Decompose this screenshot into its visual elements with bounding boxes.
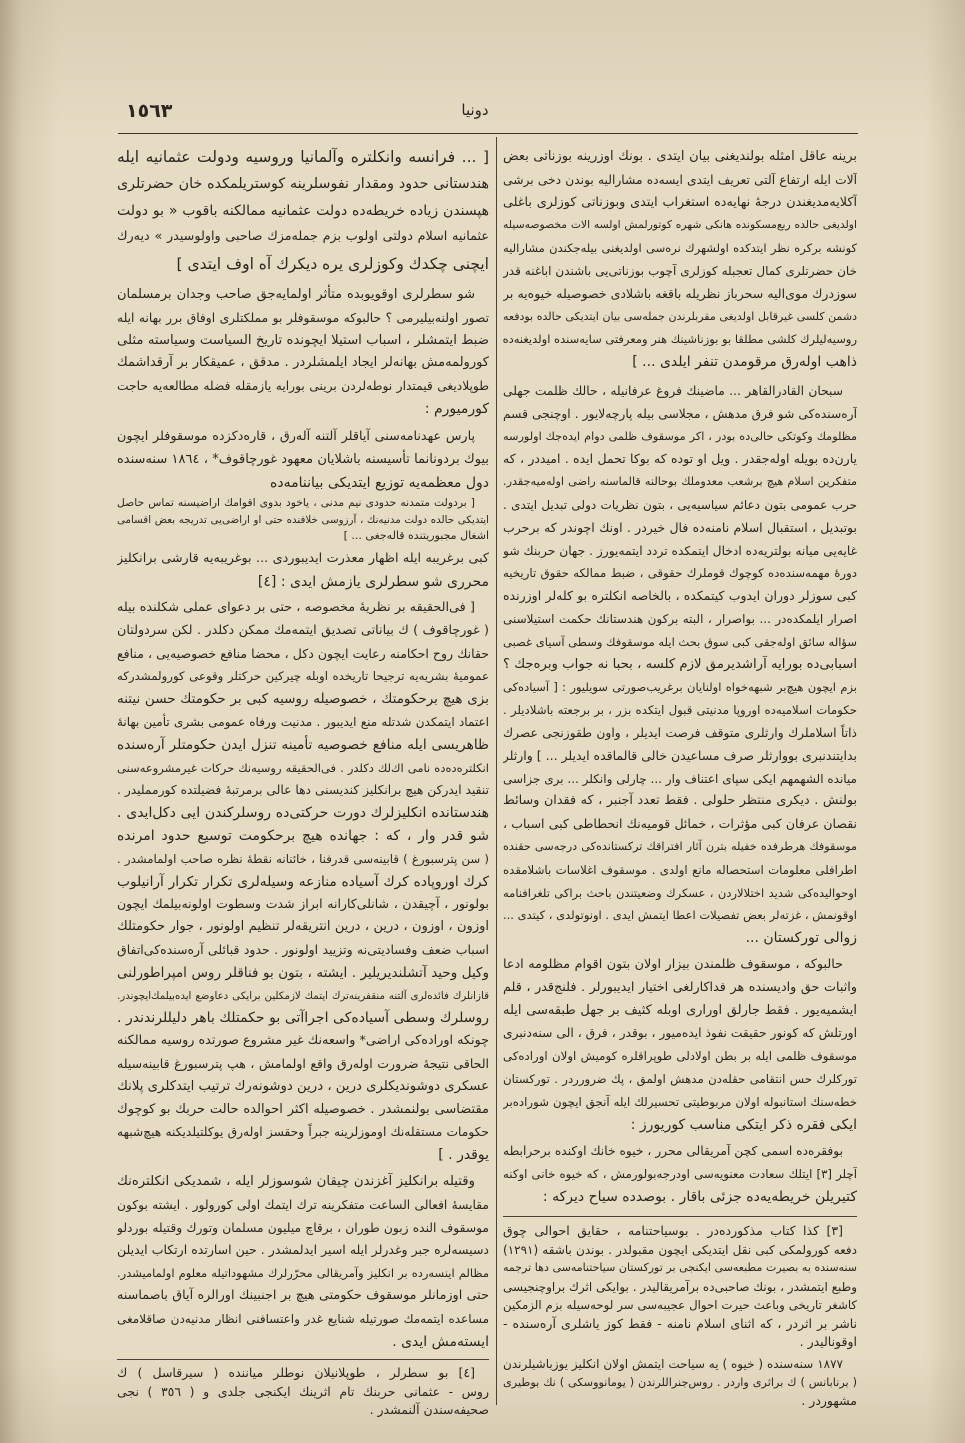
text-line: عثمانیه اسلام دولتی اولوب بزم جمله‌مزك صاحبی واولوسیدر » دیه‌رك: [117, 229, 489, 245]
text-line: اسباب ضعف وفسادیتی‌نه وتزیید اولونور . حدود قبائلی آره‌سنده‌کی‌اتفاق: [117, 941, 489, 957]
text-line: روسلرك وسطی آسیاده‌کی اجراآتی بو حکمتلك باهر دلیللرندندر .: [117, 1010, 489, 1027]
right-column-paragraph-4: [503, 1140, 857, 1208]
text-line: هپسندن زیاده خریطه‌ده دولت عثمانیه ممالکنه باقوب « بو دولت: [117, 202, 489, 219]
text-line: حرب عمومی بتون دعائم سیاسیه‌یی ، بتون نظریات دولی تبدیل ایتدی .: [503, 497, 857, 512]
text-line: دشمن کلسی غیرقابل اولدیغی مقربلرندن جمله‌سی بیان ایتدیکی حالده بودفعه: [503, 309, 857, 323]
text-line: عسکری دوشوندیکلری درین ، درین دوشونه‌رك ترتیب ایتدکلری پلانك: [117, 1078, 489, 1094]
text-line: تورکلرك حس انتقامی حقله‌دن مدهش اولمق ، پك ضرورردر . تورکستان: [503, 1071, 857, 1086]
text-line: [ ... فرانسه وانکلتره وآلمانیا وروسیه ودولت عثمانیه ایله: [117, 148, 489, 166]
text-line: ( سن پترسبورغ ) قابینه‌سی قدرفنا ، خائنانه نقطهٔ نظره صاحب اولمامشدر .: [117, 851, 489, 866]
text-line: مقایسهٔ افعالی الساعت متفکرینه ترك ایتمك اولی کورولور . ایشته بوکون: [117, 1197, 489, 1212]
right-closing-note: [503, 1355, 857, 1411]
right-footnote: [503, 1222, 857, 1352]
text-line: قازانلرك فائده‌لری آلتنه منقفرینه‌ترك ایتمك لازمکلین برایکی دعاوضع ایده‌بیلمك‌ایچوندر.: [117, 989, 489, 1002]
text-line: تصور اولنه‌بیلیرمی ؟ حالبوکه موسقوفلر بو مملکتلری اوفاق برر بهانه ایله: [117, 310, 489, 325]
text-line: ذاهب اوله‌رق مرقومدن تنفر ایلدی ... ]: [632, 354, 857, 371]
text-line: طوپلادیغی قیمتدار نوطه‌لردن برینی بورایه یازمقله فضله مطالعه‌یه حاجت: [117, 379, 489, 394]
text-line: ذاتاً اسلاملرك وارثلری متوقف فرصت ایدیلر ، واون طقوزنجی عصرك: [503, 725, 857, 740]
text-line: سؤاله سائق اوله‌جقی کبی سوق بحث ایله موسقوفك وسطی آسیای غصبی: [503, 634, 857, 649]
text-line: نقصان عرفان کبی مؤثرات ، خمائل قومیه‌نك انحطاطی کبی اسباب ،: [503, 816, 857, 832]
text-line: غایه‌یی میانه بولتریه‌ده ادخال ایتمکده تردد ایتمه‌یورز . جهان حربنك شو: [503, 543, 857, 558]
left-column-paragraph-6: [117, 1171, 489, 1353]
text-line: سنه‌سنده به بصیرت مطبعه‌سی ایکنجی بر تورکستان سیاحتنامه‌سی دها ترجمه: [503, 1261, 857, 1274]
text-line: ایتدیکی حالده دولت مدنیه‌نك ، آرزوسی خلافنده حتی او اراضی‌یی تدریجه بعض اقسامی: [117, 513, 489, 526]
text-line: آلات ایله ارتفاع آلتی تعریف ایتدی ایسه‌ده مشارالیه بوندن دخی برشی: [503, 172, 857, 187]
left-column-paragraph-5: [117, 597, 489, 1167]
text-line: ناشر بر اثردر ، که اثنای اسلام نامنه - فقط کوز یاشلری آره‌سنده -: [503, 1315, 857, 1331]
text-line: الحاقی نتیجهٔ ضرورت اوله‌رق واقع اولمامش ، هپ پترسبورغ قابینه‌سیله: [117, 1055, 489, 1071]
right-column-paragraph-1: [503, 146, 857, 374]
text-line: یارن‌ده بویله اوله‌جقدر . ویل او توده که بوکا تحمل ایده . امیددر ، که: [503, 451, 857, 467]
text-line: خان حضرتلری کمال تعجبله کوزلری آچوب بوزناتی‌یی باشندن اباغنه قدر: [503, 263, 857, 278]
text-line: وطبع ایتمشدر ، بونك صاحبی‌ده برآمریقالیدر . بوایکی اثرك براوچنجیسی: [503, 1279, 857, 1294]
text-line: ایچنی چکدك وکوزلری یره دیکرك آه اوف ایتدی ]: [176, 255, 489, 274]
running-title: دونیا: [461, 101, 489, 119]
text-line: هندستانده انکلیزلرك دورت حرکتی‌ده روسلرکندن ایی دکل‌ایدی .: [117, 805, 489, 822]
text-line: دول معظمه‌یه توزیع ایتدیکی بیاننامه‌ده: [270, 474, 489, 491]
left-column-quote: [117, 144, 489, 278]
text-line: دسیسه‌لره جبر وغدرلر ایله اسیر ایدلمشدر . حین اسارتده ارتکاب ایدیلن: [117, 1242, 489, 1258]
text-line: ( برنابانس ) ك براثری واردر . روس‌جنراللرندن ( یومانووسکی ) نك بوطیری: [503, 1375, 857, 1389]
column-divider: [496, 137, 497, 1405]
text-line: ایکی فقره ذکر ایتکی مناسب کوریورز :: [630, 1116, 857, 1133]
text-line: وقتیله برانکلیز آغزندن چیقان شوسوزلر ایله ، شمدیکی انکلتره‌نك: [117, 1174, 475, 1189]
text-line: میانده الشهمهم ایکی سپای اعتناف وار ... چارلی وانکلر ... بری جزاسی: [503, 771, 857, 786]
text-line: خطه‌سنك استانبوله اولان مربوطیتی تحسیرلك ایله آنجق ایچون شوراده‌بر: [503, 1094, 857, 1109]
text-line: ١٨٧٧ سنه‌سنده ( خیوه ) یه سیاحت ایتمش اولان انکلیز یوزباشیلرندن: [503, 1357, 843, 1371]
text-line: زوالی تورکستان ...: [745, 930, 857, 947]
text-line: دفعه کورولمکی کبی نقل ایتدیکی ایچون مقبولدر . بوندن باشقه (١٢٩١): [503, 1242, 857, 1257]
left-column-paragraph-2: [117, 284, 489, 421]
text-line: ( غورچاقوف ) ك بیاناتی تصدیق ایتمه‌مك ممکن دکلدر . لکن سردولتان: [117, 622, 489, 638]
text-line: بدایتندنبری بووارثلر صرف مساعیدن خالی قالماقده ایدیلر ... ] وارثلر: [503, 747, 857, 763]
text-line: اورتلش که کونور حقیقت نفوذ ایده‌میور ، بوقدر ، فرق ، الی سنه‌دنبری: [503, 1026, 857, 1041]
text-line: مساعده ایتمه‌مك صورتیله شنایع غدر واعتسافنی انظار مدنیه‌دن صاقلامغی: [117, 1311, 489, 1326]
text-line: [ بردولت متمدنه حدودی نیم مدنی ، یاخود بدوی اقوامك اراضیسنه تماس حاصل: [117, 496, 475, 509]
text-line: واثبات حق وادیسنده هر فداکارلغی اختیار ایدیبورلر . فلنج‌قدر ، قلم: [503, 979, 857, 995]
text-line: روس - عثمانی حربنك تام اثرینك ایکنجی جلدی و ( ٣٥٦ ) نجی: [117, 1383, 489, 1399]
text-line: مقتضاسی بولنمشدر . خصوصیله اکثر احوالده حالت حربك بو کوچوك: [117, 1101, 489, 1117]
text-line: دورهٔ مهمه‌سنده‌ده کوچوك قوملرك حقوقی ، ضبط ممالکه حقوق تاریخیه: [503, 566, 857, 581]
text-line: پارس عهدنامه‌سنی آیاقلر آلتنه آله‌رق ، قاره‌دکزده موسقوفلر ایچون: [117, 429, 475, 444]
text-line: یوقدر . ]: [438, 1147, 489, 1164]
text-line: سوزدرك موی‌الیه سحرباز نظریله باقغه باشلادی خصوصیله خیوه‌یه بر: [503, 285, 857, 301]
text-line: ایشمیه‌یور . فقط جارلق اوراری اوبله کثیف بر جهل طبقه‌سی ایله: [503, 1002, 857, 1018]
page-number: ١٥٦٣: [126, 100, 173, 122]
text-line: مظالم اینسه‌رده بر انکلیز وآمریقالی محرّرلرك مشهوداتیله معلوم اولمامیشدر.: [117, 1266, 489, 1281]
right-footnote-rule: [503, 1216, 857, 1217]
text-line: انکلتره‌ده‌ده نامی اك‌لك دکلدر . فی‌الحقیقه روسیه‌نك حرکات غیرمشروعه‌سنی: [117, 760, 489, 775]
text-line: ظاهریسی ایله منافع خصوصیه تأمینه تنزل ایدن حکومتلر آره‌سنده: [117, 736, 489, 753]
text-line: محرری شو سطرلری یازمش ایدی : [٤]: [257, 573, 489, 590]
text-line: صحیفه‌سندن آلنمشدر .: [369, 1402, 489, 1417]
left-footnote: [117, 1364, 489, 1420]
left-column-paragraph-4: [117, 548, 489, 594]
text-line: [ فی‌الحقیقه بر نظریهٔ مخصوصه ، حتی بر دعوای عملی شکلنده بیله: [117, 600, 475, 615]
text-line: اطرافلی معلومات استحصاله مانع اولدی . موسقوف اغلاسات باشلامقده: [503, 862, 857, 877]
text-line: کورولمه‌مش بهانه‌لر ایجاد ایلمشلردر . مدقق ، عمیقکار بر آرقداشمك: [117, 355, 489, 371]
text-line: اوقونالیدر .: [799, 1334, 857, 1349]
text-line: کتیریلن خریطه‌یه‌ده جزئی باقار . بوصدده سیاح دیرکه :: [542, 1188, 857, 1205]
text-line: موسقوفك هرطرفده خفیله بترن آثار افتراقك ترکستانده‌کی درجه‌سی حقنده: [503, 839, 857, 853]
text-line: متفکرین اسلام هیچ برشعب معدوملك بوحالنه قالماسنه راضی اوله‌میه‌جقدر.: [503, 475, 857, 489]
text-line: کبی سوزلر دوران ایدوب کیتمکده ، بالخاصه انکلتره بو کله‌لر اوزرنده: [503, 588, 857, 604]
text-line: اولدیغی حالده ربع‌مسکونده هانکی شهره کوتورلمش اولسه الات مخصوصه‌سیله: [503, 218, 857, 232]
text-line: اوزون ، اوزون ، درین ، درین انتریقه‌لر تنظیم اولونور ، جوار حکومتلك: [117, 919, 489, 935]
text-line: کبی برغریبه ایله اظهار معذرت ایدیبوردی ... بوغریبه‌یه قارشی برانکلیز: [117, 551, 489, 566]
text-line: ایسته‌مش ایدی .: [392, 1333, 489, 1350]
text-line: کونشه برکره نظر ایتدکده اولشهرك نره‌سی اولدیغنی بیله‌جکندن مشارالیه: [503, 241, 857, 256]
text-line: اسبابی‌ده بورایه آراشدیرمق لازم کلسه ، بحبا نه جواب وبره‌جك ؟: [503, 656, 857, 672]
text-line: ضبط ایتمشلر ، اسباب استیلا ایچونده تاریخ السیاست وسیاسته مثلی: [117, 332, 489, 348]
text-line: شو قدر وار ، که : جهانده هیچ برحکومت توسیع حدود امرنده: [117, 827, 489, 844]
right-column-paragraph-2: [503, 380, 857, 950]
text-line: حکومات مستقله‌نك اوموزلرینه جبراً وحقسز اوله‌رق یوکلتیلدیکنه هیچ‌شبهه: [117, 1125, 489, 1140]
left-column-paragraph-3: [117, 426, 489, 494]
text-line: اوحوالیده‌کی شدید اختلالاردن ، عسکرك وضعیتندن باحث براکی تلغرافنامه: [503, 885, 857, 900]
text-line: هندستانی حدود ومقدار نفوسلرینه کوستریلمکده خان حضرتلری: [117, 175, 489, 192]
text-line: سبحان القادرالقاهر ... ماضینك فروغ عرفانیله ، حالك ظلمت جهلی: [503, 384, 843, 398]
text-line: روسیه‌لیلرك کلشی مطلقا بو بوزناشینك هنر ومعرفتی سایه‌سنده اولدیغنه‌ده: [503, 332, 857, 347]
text-line: حتی اوزمانلر موسقوف حکومتی هیچ بر اجنبینك اورالره آیاق باصماسنه: [117, 1287, 489, 1303]
right-column-paragraph-3: [503, 954, 857, 1136]
text-line: شو سطرلری اوقویوبده متأثر اولمایه‌جق صاحب وجدان برمسلمان: [117, 287, 475, 302]
text-line: بزم ایچون هیچ‌بر شبهه‌خواه اولنایان برغریب‌صورتی سویلیور : [ آسیاده‌کی: [503, 680, 857, 695]
text-line: حقانك روح احکامنه رعایت ایچون دکل ، محضا منافع خصوصیه‌یی ، منافع: [117, 645, 489, 661]
text-line: بوفقره‌ده اسمی کچن آمریقالی محرر ، خیوه خانك اوکنده برحرابطه: [503, 1144, 843, 1158]
text-line: [٣] کذا کتاب مذکورده‌در . بوسیاحتنامه ، حقایق احوالی چوق: [503, 1223, 843, 1238]
text-line: موسقوف ظلمی ایله بر بطن اولادلی طوپراقلره کومیش اولان اوراده‌کی: [503, 1049, 857, 1064]
text-line: عمومیهٔ بشریه‌یه ترجیحا تاریخده اوبله چیرکین حرکتلر وقوعی کورولمشدرکه: [117, 669, 489, 684]
text-line: وکیل وحید آتشلندیریلیر . ایشته ، بتون بو فناقلر روس امپراطورلنی: [117, 964, 489, 981]
text-line: مظلومك وکوتکی حالی‌ده بودر ، اکر موسقوف ظلمی دوام ایده‌جك اولورسه: [503, 429, 857, 443]
text-line: چونکه اوراده‌کی اراضی* واسعه‌نك غیر مشروع صورتده روسیه ممالکنه: [117, 1033, 489, 1049]
text-line: مشهوردر .: [801, 1393, 857, 1408]
text-line: تنقید ایدرکن هیچ برانکلیز کندیسنی دها عالی برمرتبهٔ فضیلتده کورمملیدر .: [117, 783, 489, 798]
text-line: آکلایه‌مدیغندن درجهٔ نهایه‌ده استغراب ایتدی وبوزناتی کوزلری باغلی: [503, 194, 857, 210]
left-footnote-rule: [117, 1359, 489, 1360]
text-line: بوتبدیل ، استقبال اسلام نامنه‌ده فال خیردر . اونك اچوندر که برحرب: [503, 519, 857, 535]
text-line: بزی هیچ برحکومتك ، خصوصیله روسیه کبی بر حکومتك حسن نیتنه: [117, 691, 489, 708]
left-column-inset-quote: [117, 495, 489, 545]
text-line: بیوك بردونانما تأسیسنه باشلایان معهود غورچاقوف* ، ١٨٦٤ سنه‌سنده: [117, 451, 489, 467]
text-line: موسقوف النده زبون طوران ، برقاچ میلیون مسلمان وتورك وقتیله بوردلو: [117, 1220, 489, 1235]
text-line: کرك اوروپاده کرك آسیاده منازعه وسیله‌لری تکرار تکرار آرانیلوب: [117, 873, 489, 890]
text-line: کورمیورم :: [424, 400, 489, 417]
text-line: آره‌سنده‌کی شو فرق مدهش ، مجلاسی بیله پارچه‌لایور . اوچنجی قسم: [503, 406, 857, 421]
header-rule: [118, 133, 858, 134]
text-line: اصرار ایلمکده‌در ... بواصرار ، البته برکون هندستانك حکمت استیلاسنی: [503, 611, 857, 626]
text-line: [٤] بو سطرلر ، طوپلانیلان نوطلر میاننده ( سیرقاسل ) ك: [117, 1365, 475, 1380]
text-line: اعتماد ایتمکدن شدتله منع ایدیبور . مدنیت ورفاه عمومی بشری تأمین بهانهٔ: [117, 714, 489, 729]
text-line: بولونور ، آچیقدن ، شانلی‌کارانه ابراز شدت وسطوت اولونه‌بیلمك ایچون: [117, 896, 489, 912]
text-line: اشغال مجبوریتنده قاله‌جغی ... ]: [343, 529, 489, 542]
text-line: حالبوکه ، موسقوف ظلمندن بیزار اولان بتون اقوام مظلومه ادعا: [503, 957, 843, 972]
text-line: اوقونمش ، غزته‌لر بعض تفصیلات اعطا ایتمش ایدی . اونوتولدی ، کیتدی ...: [503, 908, 857, 923]
text-line: آچلر [٣] ایتلك سعادت معنویه‌سی اودرجه‌بولورمش ، که خیوه خانی اوکنه: [503, 1166, 857, 1181]
text-line: بولنش . دیکری منتظر حلولی . فقط تعدد آجنبر ، که فقدان وسائط: [503, 793, 857, 809]
text-line: کاشغر تاریخی وباعث حیرت احوال عجیبه‌سی سر لوحه‌سیله بزم الزمکین: [503, 1298, 857, 1312]
text-line: برینه عاقل امثله بولندیغنی بیان ایتدی . بونك اوزرینه بوزناتی بعض: [503, 149, 857, 164]
text-line: حکومات اسلامیه‌ده اوروپا مدنیتی قبول ایتکده بزر ، بر برجعته باشلادیلر .: [503, 703, 857, 718]
